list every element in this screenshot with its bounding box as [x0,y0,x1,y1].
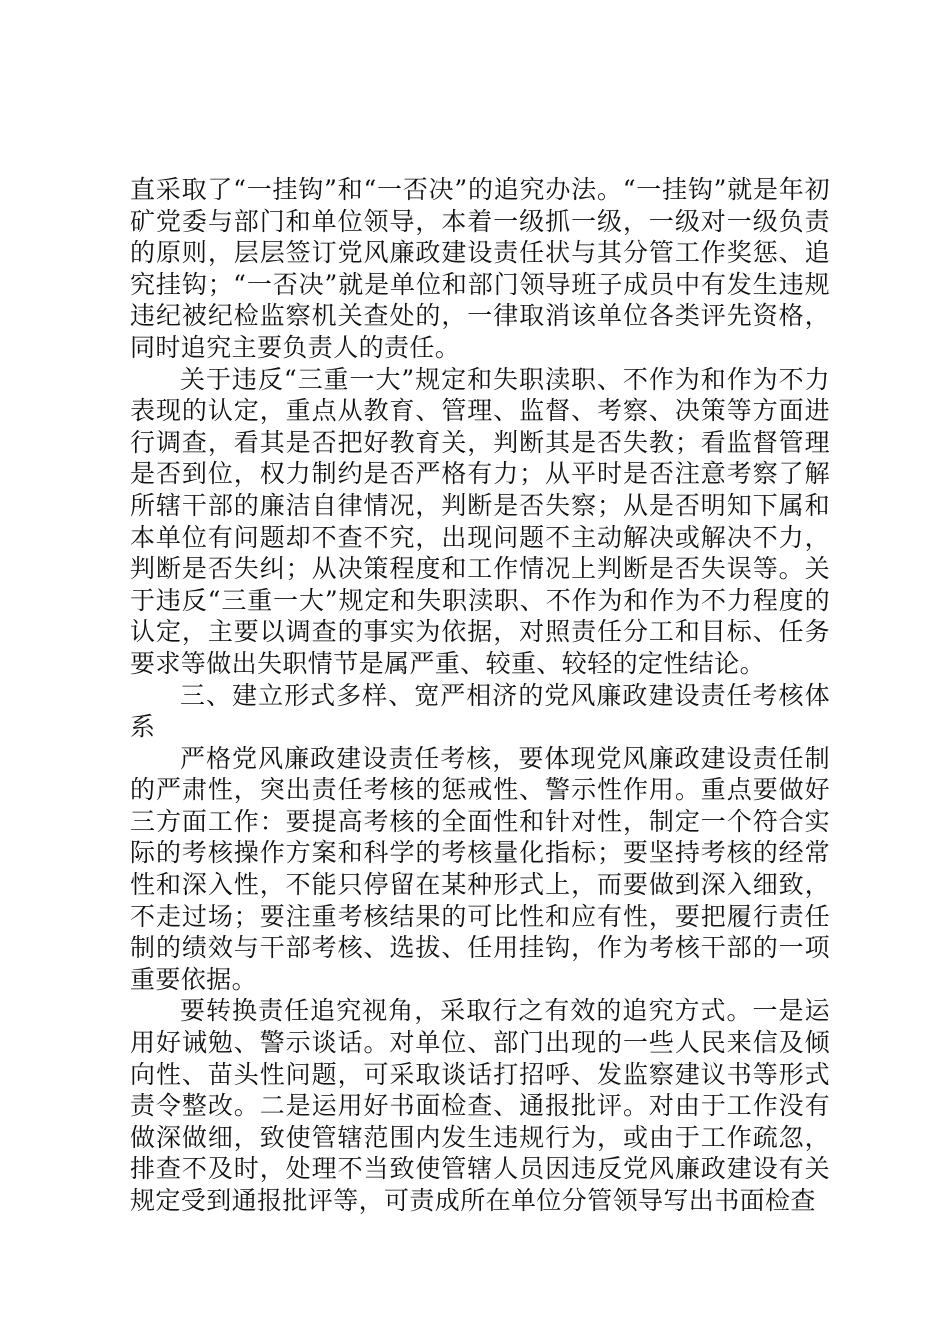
paragraph-2: 关于违反“三重一大”规定和失职渎职、不作为和作为不力表现的认定，重点从教育、管理、监督、考察、决策等方面进行调查，看其是否把好教育关，判断其是否失教；看监督管理是否到位，权力制约是否严格有力；从平时是否注意考察了解所辖干部的廉洁自律情况，判断是否失察；从是否明知下属和本单位有问题却不查不究，出现问题不主动解决或解决不力，判断是否失纠；从决策程度和工作情况上判断是否失误等。关于违反“三重一大”规定和失职渎职、不作为和作为不力程度的认定，主要以调查的事实为依据，对照责任分工和目标、任务要求等做出失职情节是属严重、较重、较轻的定性结论。 [130,364,830,678]
document-body [130,174,830,1217]
paragraph-1: 直采取了“一挂钩”和“一否决”的追究办法。“一挂钩”就是年初矿党委与部门和单位领导，本着一级抓一级，一级对一级负责的原则，层层签订党风廉政建设责任状与其分管工作奖惩、追究挂钩；“一否决”就是单位和部门领导班子成员中有发生违规违纪被纪检监察机关查处的，一律取消该单位各类评先资格，同时追究主要负责人的责任。 [130,175,830,362]
paragraph-4: 严格党风廉政建设责任考核，要体现党风廉政建设责任制的严肃性，突出责任考核的惩戒性、警示性作用。重点要做好三方面工作：要提高考核的全面性和针对性，制定一个符合实际的考核操作方案和科学的考核量化指标；要坚持考核的经常性和深入性，不能只停留在某种形式上，而要做到深入细致，不走过场；要注重考核结果的可比性和应有性，要把履行责任制的绩效与干部考核、选拔、任用挂钩，作为考核干部的一项重要依据。 [130,743,830,994]
paragraph-5: 要转换责任追究视角，采取行之有效的追究方式。一是运用好诫勉、警示谈话。对单位、部门出现的一些人民来信及倾向性、苗头性问题，可采取谈话打招呼、发监察建议书等形式责令整改。二是运用好书面检查、通报批评。对由于工作没有做深做细，致使管辖范围内发生违规行为，或由于工作疏忽，排查不及时，处理不当致使管辖人员因违反党风廉政建设有关规定受到通报批评等，可责成所在单位分管领导写出书面检查 [130,996,830,1215]
section-heading-3: 三、建立形式多样、宽严相济的党风廉政建设责任考核体系 [130,680,830,742]
